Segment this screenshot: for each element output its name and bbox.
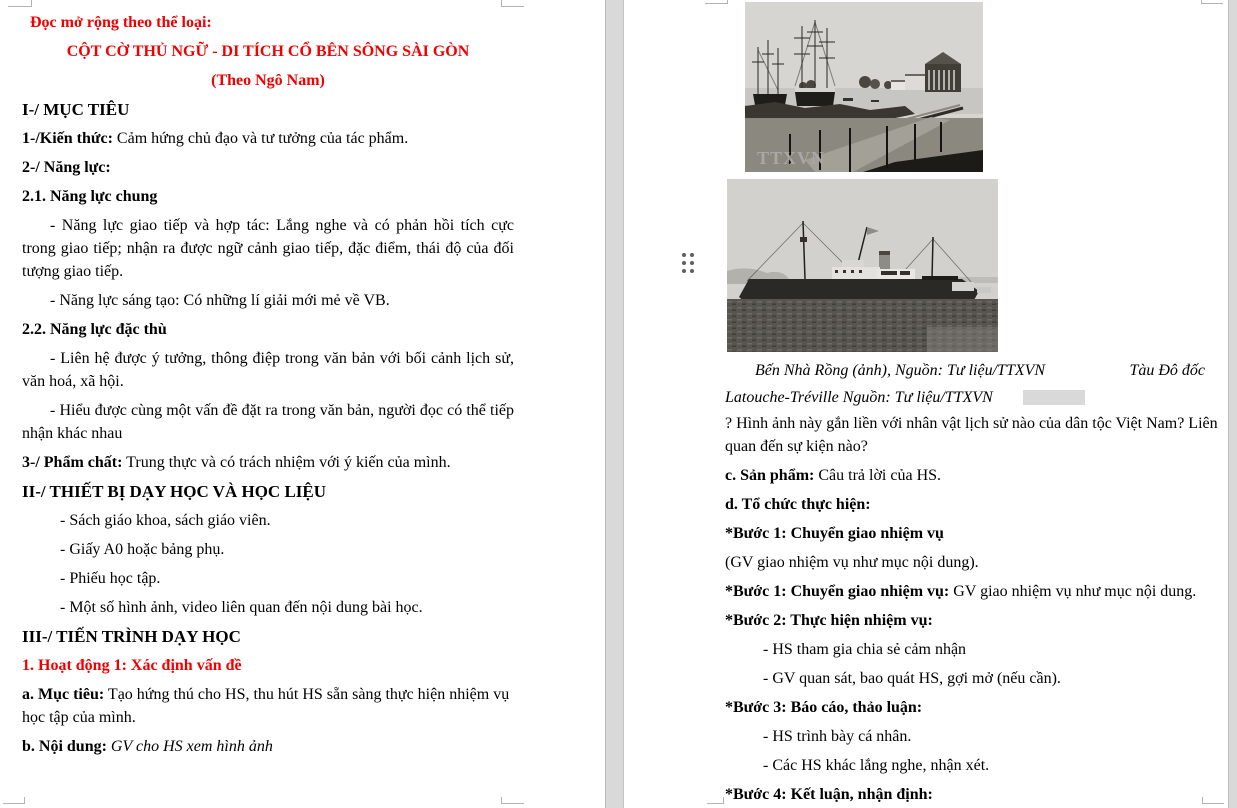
paragraph: - Phiếu học tập. [60, 570, 161, 587]
paragraph: - Năng lực giao tiếp và hợp tác: Lắng nghe và có phản hồi tích cực trong giao tiếp; nhận ra được ngữ cảnh giao tiếp, đặc điểm, thái độ của đối tượng giao tiếp. [22, 217, 514, 280]
paragraph: a. Mục tiêu: Tạo hứng thú cho HS, thu hút HS sẵn sàng thực hiện nhiệm vụ học tập của mình. [22, 686, 510, 726]
paragraph: - Một số hình ảnh, video liên quan đến nội dung bài học. [60, 599, 423, 616]
crop-mark [501, 797, 524, 804]
crop-mark [501, 0, 524, 7]
paragraph: - Liên hệ được ý tưởng, thông điệp trong văn bản với bối cảnh lịch sử, văn hoá, xã hội. [22, 350, 514, 390]
paragraph: d. Tổ chức thực hiện: [725, 496, 871, 513]
paragraph: b. Nội dung: GV cho HS xem hình ảnh [22, 738, 273, 755]
paragraph: 3-/ Phẩm chất: Trung thực và có trách nhiệm với ý kiến của mình. [22, 454, 451, 471]
paragraph: - HS trình bày cá nhân. [763, 728, 912, 745]
paragraph: *Bước 1: Chuyển giao nhiệm vụ [725, 525, 944, 542]
caption-highlight-box [1023, 390, 1085, 405]
paragraph: III-/ TIẾN TRÌNH DẠY HỌC [22, 627, 241, 646]
drag-handle-icon[interactable] [682, 253, 694, 275]
section-kicker: Đọc mở rộng theo thể loại: [30, 14, 212, 31]
crop-mark [705, 0, 728, 4]
ttxvn-watermark: TTXVN [757, 148, 826, 168]
left-page-text [22, 5, 514, 758]
crop-mark [1201, 0, 1223, 4]
page-title: CỘT CỜ THỦ NGỮ - DI TÍCH CỔ BÊN SÔNG SÀI GÒN [66, 43, 470, 60]
paragraph: - Giấy A0 hoặc bảng phụ. [60, 541, 225, 558]
paragraph: (GV giao nhiệm vụ như mục nội dung). [725, 554, 979, 571]
harbor-photo[interactable] [745, 2, 983, 172]
photo-caption [725, 359, 1205, 409]
caption-left: Bến Nhà Rồng (ảnh), Nguồn: Tư liệu/TTXVN [755, 362, 1046, 379]
caption-right-part1: Tàu Đô đốc [1129, 362, 1205, 379]
crop-mark [3, 797, 25, 804]
paragraph: 2.2. Năng lực đặc thù [22, 321, 167, 338]
paragraph: 1-/Kiến thức: Cảm hứng chủ đạo và tư tưởng của tác phẩm. [22, 130, 409, 147]
paragraph: c. Sản phẩm: Câu trả lời của HS. [725, 467, 942, 484]
byline: (Theo Ngô Nam) [211, 72, 325, 89]
crop-mark [707, 797, 724, 804]
crop-mark [1202, 797, 1224, 804]
caption-right-part2: Latouche-Tréville Nguồn: Tư liệu/TTXVN [725, 389, 993, 406]
paragraph: - HS tham gia chia sẻ cảm nhận [763, 641, 967, 658]
paragraph: - GV quan sát, bao quát HS, gợi mở (nếu cần). [763, 670, 1061, 687]
page-edge-strip [1228, 0, 1237, 808]
paragraph: 2-/ Năng lực: [22, 159, 111, 176]
paragraph: ? Hình ảnh này gắn liền với nhân vật lịch sử nào của dân tộc Việt Nam? Liên quan đến sự kiện nào? [725, 415, 1218, 455]
right-page-text [725, 406, 1225, 806]
paragraph: *Bước 3: Báo cáo, thảo luận: [725, 699, 923, 716]
paragraph: - Các HS khác lắng nghe, nhận xét. [763, 757, 990, 774]
paragraph: *Bước 4: Kết luận, nhận định: [725, 786, 933, 803]
paragraph: *Bước 2: Thực hiện nhiệm vụ: [725, 612, 933, 629]
steamship-photo[interactable] [727, 179, 998, 352]
page-gutter [605, 0, 624, 808]
paragraph: 2.1. Năng lực chung [22, 188, 158, 205]
paragraph: - Sách giáo khoa, sách giáo viên. [60, 512, 271, 529]
paragraph: 1. Hoạt động 1: Xác định vấn đề [22, 657, 242, 674]
crop-mark [8, 0, 32, 7]
paragraph: - Hiểu được cùng một vấn đề đặt ra trong văn bản, người đọc có thể tiếp nhận khác nhau [22, 402, 514, 442]
paragraph: *Bước 1: Chuyển giao nhiệm vụ: GV giao nhiệm vụ như mục nội dung. [725, 583, 1197, 600]
paragraph: II-/ THIẾT BỊ DẠY HỌC VÀ HỌC LIỆU [22, 482, 327, 501]
paragraph: - Năng lực sáng tạo: Có những lí giải mới mẻ về VB. [50, 292, 390, 309]
paragraph: I-/ MỤC TIÊU [22, 100, 130, 119]
